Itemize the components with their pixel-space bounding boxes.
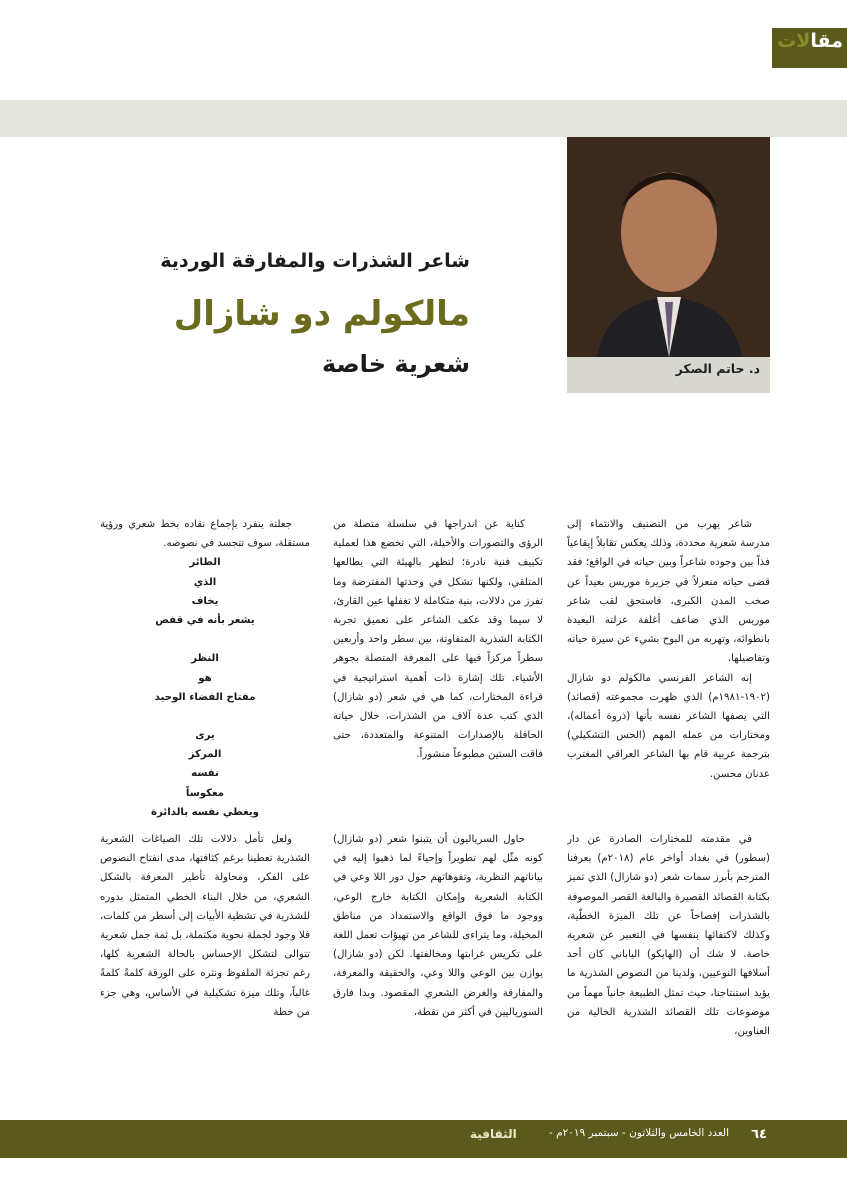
column-left-top [100, 515, 310, 830]
poem-line: الطائر [189, 557, 221, 569]
article-tagline: شعرية خاصة [321, 350, 470, 378]
poem-gap [100, 630, 310, 649]
poem-line: يشعر بأنه في قفص [155, 614, 255, 626]
poem-line: يرى [195, 730, 215, 742]
poem-line: النظر [191, 653, 219, 665]
column-middle-top [333, 515, 543, 830]
poem-line: المركز [188, 749, 222, 761]
poem-line: معكوساً [185, 787, 225, 799]
poem-line: يخاف [191, 595, 219, 607]
paragraph: في مقدمته للمختارات الصادرة عن دار (سطور) في بغداد أواخر عام (٢٠١٨م) يعرفنا المترجم بأبرز سمات شعر (دو شازال) الذي تميز بكتابة القصائد القصيرة والبالغة القصر الموصوفة بالشذرات إفصاحاً عن تلك الميزة الخطّية، وكذلك لاكتفائها بنفسها في التعبير عن شعرية خاصة. لا شك أن (الهايكو) الياباني كان أحد أسلافها النوعيين، ولدينا من النصوص الشذرية ما يؤيد استنتاجنا، حيث تمثل الطبيعة جانباً مهماً من موضوعات تلك القصائد الشذرية الخالية من العناوين، [567, 834, 770, 1038]
magazine-brand: الثقافية [470, 1127, 517, 1141]
paragraph: جعلته ينفرد بإجماع نقاده بخط شعري ورؤية مستقلة، سوف تتجسد في نصوصه. [100, 519, 310, 550]
section-label [723, 30, 843, 52]
paragraph: شاعر يهرب من التصنيف والانتماء إلى مدرسة شعرية محددة، وذلك يعكس تقابلاً إيقاعياً فذاً بين وجوده شاعراً وبين حياته في الواقع؛ فقد قضى حياته منعزلاً في جزيرة موريس بعيداً عن صخب المدن الكبرى، فاستحق لقب شاعر موريس الذي ضاعف أغلفة عزلته البعيدة بانطوائه، وتهربه من البوح بشيء عن سيرة حياته وتفاصيلها. [567, 519, 770, 665]
paragraph: ولعل تأمل دلالات تلك الصياغات الشعرية الشذرية تعطينا برغم كثافتها، مدى انفتاح النصوص على الفكر، ومحاولة تأطير المعرفة بالشكل الشعري، من خلال البناء الخطي المتمثل بدوره للشذرية في تشظية الأبيات إلى أسطر من كلمات، فلا وجود لجملة نحوية مكتملة، بل ثمة جمل شعرية تتوالى لتشكل الإحساس بالحالة الشعرية كلها، رغم تجزئة الملفوظ ونثره على الورقة كلمةً كلمةً غالباً، وتلك ميزة تشكيلية في الأساس، وهي جزء من خطة [100, 834, 310, 1018]
column-right-top [567, 515, 770, 830]
header-band [0, 100, 847, 137]
column-middle-bottom [333, 830, 543, 1118]
section-label-main: مقا [810, 30, 843, 52]
poem-line: نفسه [191, 768, 219, 780]
article-title: مالكولم دو شازال [173, 294, 470, 334]
poem-stanzas [100, 553, 310, 822]
article-subtitle: شاعر الشذرات والمفارقة الوردية [160, 250, 470, 272]
paragraph: حاول السرياليون أن يتبنوا شعر (دو شازال) كونه مثّل لهم تطويراً وإحياءً لما ذهبوا إليه في بياناتهم النظرية، وتفوهاتهم حول دور اللا وعي في الكتابة الشعرية وإمكان الكتابة خارج الوعي، ووجود ما فوق الواقع والاستمداد من مناطق المخيلة، وما يتراءى للشاعر من تهيؤات تعمل اللغة على تكريس غرابتها ومخالفتها. لكن (دو شازال) يوازن بين الوعي واللا وعي، والحقيقة والمعرفة، والمفارقة والغرض الشعري المقصود. وبدا فارق السورياليين في أكثر من نقطة، [333, 834, 543, 1018]
poem-line: الذي [193, 576, 217, 588]
paragraph: إنه الشاعر الفرنسي مالكولم دو شازال (١٩٠٢-١٩٨١م) الذي ظهرت مجموعته (قصائد) التي يصفها الشاعر نفسه بأنها (ذروة أعماله)، ومختارات من عمله المهم (الحس التشكيلي) بترجمة عربية قام بها الشاعر العراقي المغترب عدنان محسن. [567, 672, 770, 780]
article-titles [110, 250, 470, 378]
page-number: ٦٤ [751, 1127, 767, 1142]
column-right-bottom [567, 830, 770, 1118]
issue-info: العدد الخامس والثلاثون - سبتمبر ٢٠١٩م - [549, 1127, 729, 1139]
portrait-photo [567, 137, 770, 357]
poem-gap [100, 707, 310, 726]
section-label-tail: لات [777, 30, 811, 52]
poem-line: مفتاح الفضاء الوحيد [154, 691, 256, 703]
poem-line: ويغطي نفسه بالدائرة [151, 806, 259, 818]
column-left-bottom [100, 830, 310, 1118]
poem-line: هو [198, 672, 212, 684]
page-footer [0, 1120, 847, 1158]
paragraph: كناية عن اندراجها في سلسلة متصلة من الرؤى والتصورات والأخيلة، التي تخضع هذا لعملية تكييف فنية نادرة؛ لتظهر بالهيئة التي يطالعها المتلقي، ولكنها تشكل في وحدتها المفترضة وما تفرز من دلالات، بنية متكاملة لا تغفلها عين القارئ، لا سيما وقد عكف الشاعر على تعميق تجربة الكتابة الشذرية المتفاوتة، بين سطر واحد وأربعين سطراً مركزاً فيها على المعرفة المتصلة بجوهر الأشياء. تلك إشارة ذات أهمية استراتيجية في قراءة المختارات، كما هي في شعر (دو شازال) الذي كتب عدة آلاف من الشذرات، خلال حياته الحافلة بالإصدارات المتنوعة والمتعددة، حتى فاقت الستين مطبوعاً منشوراً. [333, 519, 543, 761]
section-header [0, 0, 847, 60]
author-photo-box [567, 137, 770, 393]
author-name: د. حاتم الصكر [675, 361, 760, 376]
